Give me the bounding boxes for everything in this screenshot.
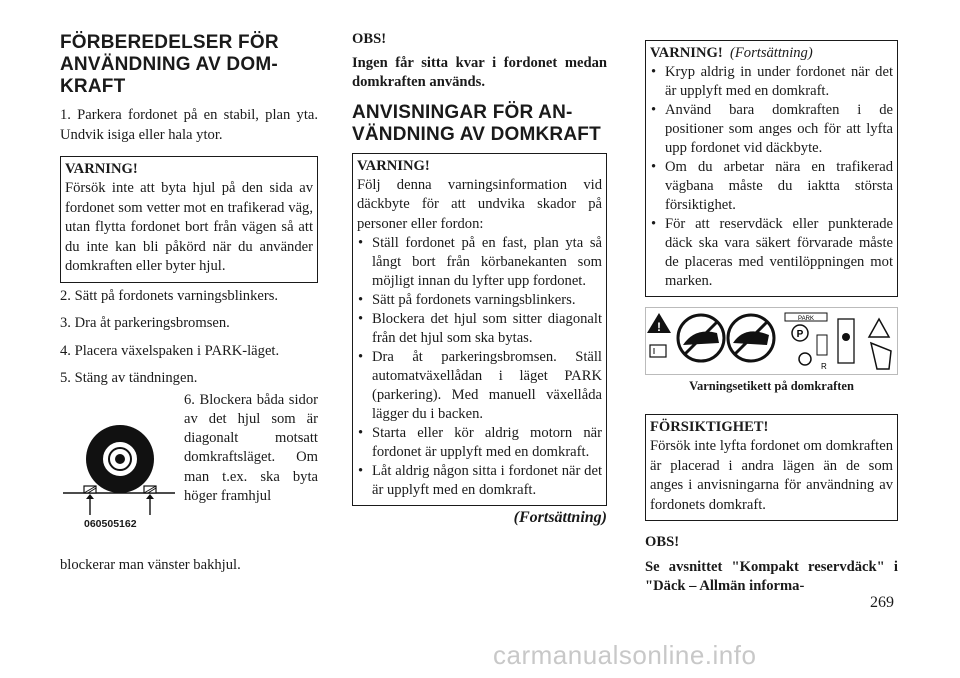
section-heading-preparations bbox=[60, 32, 318, 98]
obs-text: Se avsnittet "Kompakt reservdäck" i "Däck – Allmän informa- bbox=[645, 558, 898, 594]
warning-intro: Följ denna varningsinformation vid däckbyte för att undvika skador på personer eller fordon: bbox=[357, 176, 602, 232]
bullet-icon: • bbox=[651, 216, 657, 232]
page-number: 269 bbox=[870, 594, 894, 611]
caution-box bbox=[645, 414, 898, 521]
list-item: • Blockera det hjul som sitter diagonalt från det hjul som ska bytas. bbox=[358, 311, 602, 346]
heading-line: VÄNDNING AV DOMKRAFT bbox=[352, 123, 601, 145]
step-5: 5. Stäng av tändningen. bbox=[60, 370, 198, 386]
list-item: • Använd bara domkraften i de positioner som anges och för att lyfta upp fordonet vid däckbyte. bbox=[651, 102, 893, 156]
wheel-chock-figure bbox=[60, 399, 178, 539]
step-2: 2. Sätt på fordonets varningsblinkers. bbox=[60, 287, 279, 304]
warning-list bbox=[357, 234, 602, 500]
warning-title: VARNING! (Fortsättning) bbox=[650, 45, 813, 61]
warning-list bbox=[650, 63, 893, 291]
bullet-icon: • bbox=[651, 102, 657, 118]
warning-title: VARNING! bbox=[65, 161, 138, 177]
step-6-side-text: 6. Blockera båda sidor av det hjul som är diagonalt motsatt domkraftsläget. Om man t.ex. ska byta höger framhjul bbox=[184, 391, 318, 504]
bullet-icon: • bbox=[358, 292, 364, 308]
list-item: • Om du arbetar nära en trafikerad vägbana måste du iaktta största försiktighet. bbox=[651, 159, 893, 213]
bullet-icon: • bbox=[358, 425, 364, 441]
column-left bbox=[60, 30, 318, 575]
heading-line: KRAFT bbox=[60, 76, 126, 97]
label-p-text: P bbox=[796, 329, 804, 340]
obs-title: OBS! bbox=[645, 534, 680, 550]
label-park-text: PARK bbox=[798, 316, 814, 322]
column-middle bbox=[352, 30, 607, 527]
heading-line: ANVISNINGAR FÖR AN- bbox=[352, 101, 573, 123]
list-item: • Kryp aldrig in under fordonet när det är upplyft med en domkraft. bbox=[651, 64, 893, 99]
step-1: 1. Parkera fordonet på en stabil, plan yta. Undvik isiga eller hala ytor. bbox=[60, 107, 318, 143]
obs-title: OBS! bbox=[352, 31, 387, 47]
jack-warning-label-figure bbox=[645, 307, 898, 375]
bullet-icon: • bbox=[358, 235, 364, 251]
list-item: • Ställ fordonet på en fast, plan yta så långt bort från körbanekanten som möjligt innan du lyfter upp fordonet. bbox=[358, 235, 602, 289]
list-item: • Starta eller kör aldrig motorn när fordonet är upplyft med en domkraft. bbox=[358, 425, 602, 460]
heading-line: ANVÄNDNING AV DOM- bbox=[60, 54, 278, 75]
svg-text:!: ! bbox=[657, 320, 661, 334]
step-6-row bbox=[60, 391, 318, 559]
section-heading-jack-instructions bbox=[352, 102, 607, 146]
bullet-icon: • bbox=[358, 349, 364, 365]
figure-code: 060505162 bbox=[84, 517, 137, 530]
caution-text: Försök inte lyfta fordonet om domkraften är placerad i andra lägen än de som anges i anvisningarna för användning av fordonets domkraft. bbox=[650, 438, 893, 513]
label-r-text: R bbox=[821, 362, 827, 371]
column-right bbox=[645, 40, 898, 597]
warning-box-traffic bbox=[60, 156, 318, 283]
caution-title: FÖRSIKTIGHET! bbox=[650, 419, 769, 435]
list-item: • För att reservdäck eller punkterade däck ska vara säkert förvarade måste de placeras med ventilöppningen mot marken. bbox=[651, 216, 893, 289]
bullet-icon: • bbox=[651, 159, 657, 175]
step-6-rest: blockerar man vänster bakhjul. bbox=[60, 556, 241, 573]
warning-box-jack bbox=[352, 153, 607, 507]
obs-text: Ingen får sitta kvar i fordonet medan domkraften används. bbox=[352, 54, 607, 90]
step-4: 4. Placera växelspaken i PARK-läget. bbox=[60, 342, 280, 359]
list-item: • Dra åt parkeringsbromsen. Ställ automatväxellådan i läget PARK (parkering). Med manuell växellåda lägger du i backen. bbox=[358, 349, 602, 422]
heading-line: FÖRBEREDELSER FÖR bbox=[60, 32, 279, 53]
list-item: • Sätt på fordonets varningsblinkers. bbox=[358, 292, 576, 308]
warning-title: VARNING! bbox=[357, 157, 430, 174]
watermark: carmanualsonline.info bbox=[493, 640, 757, 670]
warning-box-continued bbox=[645, 40, 898, 297]
list-item: • Låt aldrig någon sitta i fordonet när det är upplyft med en domkraft. bbox=[358, 463, 602, 498]
step-3: 3. Dra åt parkeringsbromsen. bbox=[60, 315, 230, 331]
continued-label: (Fortsättning) bbox=[513, 509, 607, 526]
warning-text: Försök inte att byta hjul på den sida av fordonet som vetter mot en trafikerad väg, utan flytta fordonet bort från vägen så att du inte kan bli påkörd när du använder domkraften eller byter hjul. bbox=[65, 180, 313, 274]
bullet-icon: • bbox=[358, 463, 364, 479]
bullet-icon: • bbox=[358, 311, 364, 327]
bullet-icon: • bbox=[651, 64, 657, 80]
figure-caption: Varningsetikett på domkraften bbox=[689, 379, 854, 393]
jack-warning-label-icon bbox=[645, 307, 898, 375]
